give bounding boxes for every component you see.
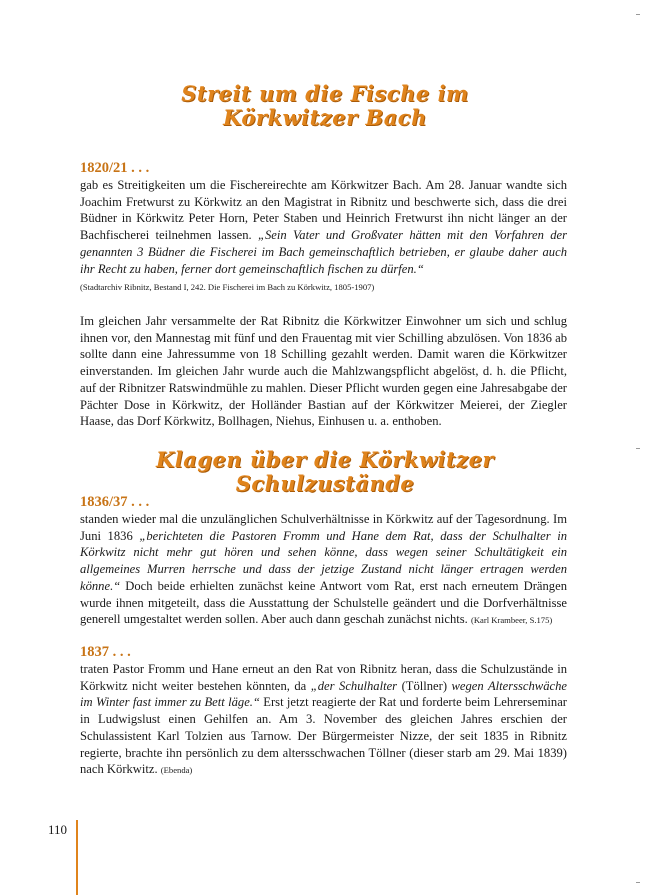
source-citation: (Karl Krambeer, S.175) bbox=[470, 615, 553, 626]
heading-school-complaints bbox=[0, 448, 650, 496]
source-citation: (Ebenda) bbox=[160, 765, 193, 776]
date-1820: 1820/21 . . . bbox=[80, 160, 150, 176]
heading-fish-dispute bbox=[0, 82, 650, 130]
paragraph-text: Erst jetzt reagierte der Rat und forderte beim Lehrerseminar in Ludwigslust einen Gehilfen an. Am 3. November des gleichen Jahres erschien der Schulassistent Karl Tolzien aus Tarnow. Der Bürgermeister Nizze, der seit 1835 in Ribnitz regierte, brachte ihn persönlich zu dem altersschwachen Töllner (dieser starb am 29. Mai 1839) nach Körkwitz. bbox=[80, 695, 567, 777]
paragraph-fish-dispute bbox=[80, 177, 567, 296]
paragraph-text: Doch beide erhielten zunächst keine Antwort vom Rat, erst nach erneutem Drängen wurde ihnen mitgeteilt, dass die Ausstattung der Schulstelle geändert und die Dorfverhältnisse generell umgestaltet werden sollen. Aber auch dann geschah zunächst nichts. bbox=[80, 578, 567, 627]
heading-line-1: Klagen über die Körkwitzer bbox=[156, 447, 494, 472]
heading-line-2: Schulzustände bbox=[235, 471, 415, 496]
paragraph-text: (Töllner) bbox=[397, 678, 452, 693]
paragraph-text: gab es Streitigkeiten um die Fischereirechte am Körkwitzer Bach. Am 28. Januar wandte sich Joachim Fretwurst zu Körkwitz an den Magistrat in Ribnitz und beschwerte sich, dass die drei Büdner in Körkwitz Peter Horn, Peter Staben und Heinrich Fretwurst ihn nicht länger an der Bachfischerei teilnehmen lassen. bbox=[80, 178, 567, 243]
quote-text: wegen Altersschwäche im Winter fast immer zu Bett läge.“ bbox=[80, 678, 567, 710]
quote-text: „Sein Vater und Großvater hätten mit den Vorfahren der genannten 3 Büdner die Fischerei im Bach gemeinschaftlich betrieben, er glaube daher auch ihr Recht zu haben, ferner dort gemeinschaftlich fischen zu dürfen.“ bbox=[80, 228, 567, 276]
quote-text: „berichteten die Pastoren Fromm und Hane dem Rat, dass der Schulhalter in Körkwitz nicht mehr gut hören und sehen könne, dass wegen seiner Schultätigkeit ein allgemeines Murren herrsche und dass der jetzige Zustand nicht länger ertragen werden könne.“ bbox=[80, 528, 567, 593]
heading-line-1: Streit um die Fische im bbox=[181, 81, 469, 106]
paragraph-mannestag bbox=[80, 313, 567, 430]
paragraph-school-1836 bbox=[80, 511, 567, 629]
crop-mark bbox=[636, 14, 640, 15]
page-number: 110 bbox=[48, 822, 68, 837]
paragraph-text: standen wieder mal die unzulänglichen Schulverhältnisse in Körkwitz auf der Tagesordnung. Im Juni 1836 bbox=[80, 512, 567, 543]
margin-rule bbox=[76, 820, 78, 895]
source-citation: (Stadtarchiv Ribnitz, Bestand I, 242. Die Fischerei im Bach zu Körkwitz, 1805-1907) bbox=[80, 282, 375, 293]
crop-mark bbox=[636, 882, 640, 883]
paragraph-text: traten Pastor Fromm und Hane erneut an den Rat von Ribnitz heran, dass die Schulzustände in Körkwitz nicht weiter bestehen könnten, da bbox=[80, 662, 567, 693]
date-1836: 1836/37 . . . bbox=[80, 494, 150, 510]
paragraph-text: Im gleichen Jahr versammelte der Rat Ribnitz die Körkwitzer Einwohner um sich und schlug ihnen vor, den Mannestag mit fünf und den Frauentag mit vier Schilling abzulösen. Von 1836 ab sollte dann eine Jahressumme von 18 Schilling gezahlt werden. Damit waren die Körkwitzer einverstanden. Im gleichen Jahr wurde auch die Mahlzwangspflicht abgelöst, d. h. die Pflicht, auf der Ribnitzer Ratswindmühle zu mahlen. Dieser Pflicht wurden gegen eine Jahresabgabe der Pächter Dose in Körkwitz, der Holländer Bastian auf der Körkwitzer Meierei, der Ziegler Haase, das Dorf Körkwitz, Bollhagen, Niehus, Einhusen u. a. enthoben. bbox=[80, 314, 567, 429]
date-1837: 1837 . . . bbox=[80, 644, 131, 660]
crop-mark bbox=[636, 448, 640, 449]
quote-text: „der Schulhalter bbox=[310, 678, 398, 693]
heading-line-2: Körkwitzer Bach bbox=[223, 105, 427, 130]
paragraph-school-1837 bbox=[80, 661, 567, 779]
